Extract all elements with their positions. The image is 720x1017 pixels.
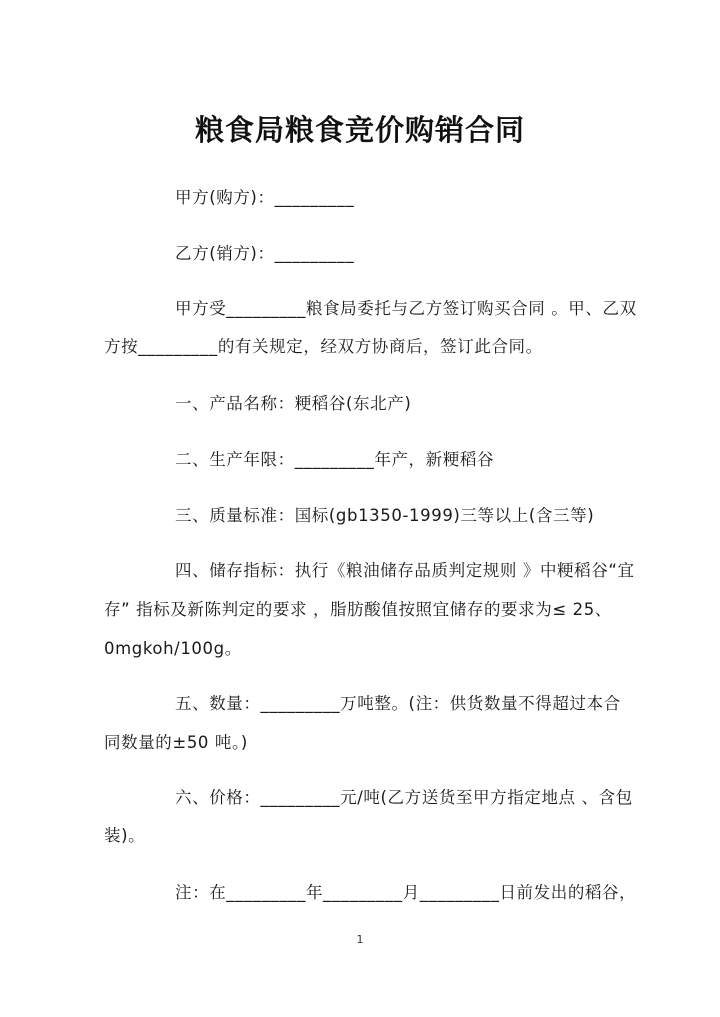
clause-storage-line-3: 0mgkoh/100g。 (104, 639, 242, 658)
seller-party-line: 乙方(销方)：_________ (175, 244, 355, 263)
clause-storage-line-2: 存” 指标及新陈判定的要求 ，脂肪酸值按照宜储存的要求为≤ 25、 (104, 600, 612, 619)
clause-price-line-1: 六、价格：_________元/吨(乙方送货至甲方指定地点 、含包 (175, 788, 633, 807)
clause-storage-line-1: 四、储存指标：执行《粮油储存品质判定规则 》中粳稻谷“宜 (175, 561, 635, 580)
clause-price-line-2: 装)。 (104, 826, 146, 845)
preamble-line-1: 甲方受_________粮食局委托与乙方签订购买合同 。甲、乙双 (175, 299, 637, 318)
clause-note-line: 注：在_________年_________月_________日前发出的稻谷， (175, 883, 637, 902)
clause-quantity-line-1: 五、数量：_________万吨整。(注：供货数量不得超过本合 (175, 694, 621, 713)
document-title: 粮食局粮食竞价购销合同 (194, 113, 525, 147)
clause-quality-standard: 三、质量标准：国标(gb1350-1999)三等以上(含三等) (175, 506, 595, 525)
page-number: 1 (356, 933, 364, 946)
clause-quantity-line-2: 同数量的±50 吨。) (104, 733, 248, 752)
clause-product-name: 一、产品名称：粳稻谷(东北产) (175, 394, 412, 413)
buyer-party-line: 甲方(购方)：_________ (175, 188, 355, 207)
clause-production-year: 二、生产年限：_________年产，新粳稻谷 (175, 450, 495, 469)
preamble-line-2: 方按_________的有关规定，经双方协商后，签订此合同。 (104, 337, 543, 356)
